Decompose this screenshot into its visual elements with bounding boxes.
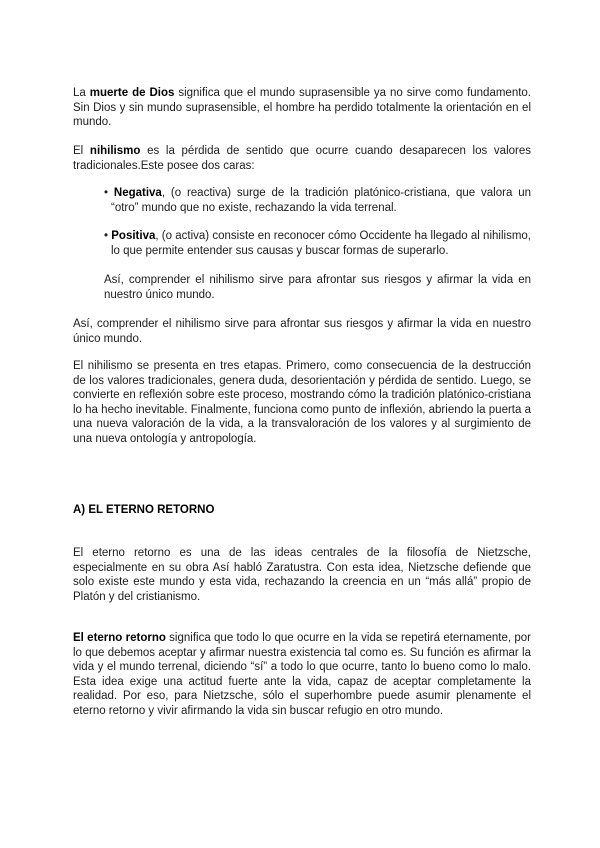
term-positiva: Positiva: [111, 230, 156, 242]
term-negativa: Negativa: [113, 187, 162, 199]
paragraph-muerte-de-dios: [73, 86, 531, 130]
paragraph-tres-etapas: El nihilismo se presenta en tres etapas. Primero, como consecuencia de la destrucción de los valores tradicionales, genera duda, desorientación y pérdida de sentido. Luego, se convierte en reflexión sobre este proceso, mostrando cómo la tradición platónico-cristiana lo ha hecho inevitable. Finalmente, funciona como punto de inflexión, abriendo la puerta a una nueva valoración de la vida, a la transvaloración de los valores y al surgimiento de una nueva ontología y antropología.: [73, 360, 531, 445]
paragraph-eterno-retorno-intro: El eterno retorno es una de las ideas centrales de la filosofía de Nietzsche, especialmente en su obra Así habló Zaratustra. Con esta idea, Nietzsche defiende que solo existe este mundo y esta vida, rechazando la creencia en un “más allá” propio de Platón y del cristianismo.: [73, 547, 531, 603]
paragraph-indented-conclusion: Así, comprender el nihilismo sirve para afrontar sus riesgos y afirmar la vida en nuestro único mundo.: [104, 274, 531, 301]
paragraph-text: es la pérdida de sentido que ocurre cuando desaparecen los valores tradicionales.Este posee dos caras:: [73, 145, 531, 172]
term-eterno-retorno: El eterno retorno: [73, 632, 166, 644]
bullet-negativa: [104, 186, 531, 215]
paragraph-lead: La: [73, 87, 86, 99]
paragraph-lead: El: [73, 145, 84, 157]
paragraph-text: significa que todo lo que ocurre en la vida se repetirá eternamente, por lo que debemos aceptar y afirmar nuestra existencia tal como es. Su función es afirmar la vida y el mundo terrenal, diciendo “sí” a todo lo que ocurre, tanto lo bueno como lo malo. Esta idea exige una actitud fuerte ante la vida, capaz de aceptar completamente la realidad. Por eso, para Nietzsche, sólo el superhombre puede asumir plenamente el eterno retorno y vivir afirmando la vida sin buscar refugio en otro mundo.: [73, 632, 532, 717]
bullet-text: , (o activa) consiste en reconocer cómo Occidente ha llegado al nihilismo, lo que permite entender sus causas y buscar formas de superarlo.: [111, 230, 531, 257]
paragraph-eterno-retorno-significado: [73, 631, 531, 719]
bullet-text: , (o reactiva) surge de la tradición platónico-cristiana, que valora un “otro” mundo que no existe, rechazando la vida terrenal.: [111, 187, 532, 214]
paragraph-conclusion: Así, comprender el nihilismo sirve para afrontar sus riesgos y afirmar la vida en nuestro único mundo.: [73, 318, 531, 345]
term-nihilismo: nihilismo: [89, 145, 141, 157]
paragraph-nihilismo: [73, 144, 531, 173]
paragraph-text: significa que el mundo suprasensible ya no sirve como fundamento. Sin Dios y sin mundo suprasensible, el hombre ha perdido totalmente la orientación en el mundo.: [73, 87, 532, 129]
bullet-mark: •: [104, 187, 109, 199]
bullet-positiva: [104, 229, 531, 258]
section-title: A) EL ETERNO RETORNO: [73, 504, 215, 516]
term-muerte-de-dios: muerte de Dios: [89, 87, 175, 99]
bullet-mark: •: [104, 230, 109, 242]
